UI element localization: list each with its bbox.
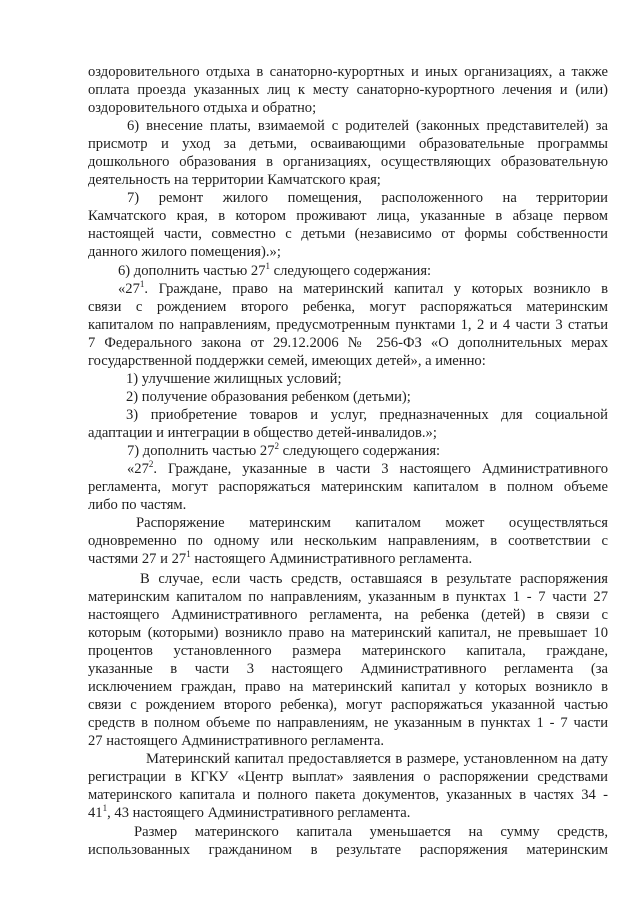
superscript: 1 [139,280,145,290]
text-run: 1) улучшение жилищных условий; [126,371,342,387]
text-run: капиталом по направлениям, предусмотренным пунктами 1, 2 и 4 части 3 статьи [88,317,608,333]
text-run: настоящего Административного регламента. [190,551,473,567]
text-run: Камчатского края, в котором проживают лица, указанные в абзаце первом [88,208,608,224]
text-run: 6) внесение платы, взимаемой с родителей (законных представителей) за [127,118,608,134]
text-run: регистрации в КГКУ «Центр выплат» заявления о распоряжении средствами [88,769,608,785]
text-run: Материнский капитал предоставляется в размере, установленном на дату [146,751,608,767]
text-run: оздоровительного отдыха в санаторно-курортных и иных организациях, а также [88,64,608,80]
text-line [127,189,608,207]
superscript: 1 [186,550,191,560]
text-run: 3) приобретение товаров и услуг, предназначенных для социальной [126,407,608,423]
text-line [88,696,608,714]
text-line [88,207,608,225]
text-run: адаптации и интеграции в общество детей-инвалидов.»; [88,425,437,441]
text-run: либо по частям. [88,497,187,513]
text-line [126,406,608,424]
text-line [146,750,608,768]
text-run: . Граждане, право на материнский капитал у которых возникло в [144,281,608,297]
text-run: частями 27 и 27 [88,551,187,567]
text-line [88,550,608,568]
text-line [88,153,608,171]
text-run: средств в полном объеме по направлениям, не указанным в пунктах 1 - 7 части [88,715,608,731]
text-run: оплата проезда указанных лиц к месту санаторно-курортного лечения и (или) [88,82,608,98]
text-run: , 43 настоящего Административного регламента. [107,805,411,821]
text-run: 41 [88,805,103,821]
text-run: связи с рождением второго ребенка, могут распоряжаться материнским [88,299,608,315]
text-line [88,424,608,442]
text-line [88,316,608,334]
text-run: присмотр и уход за детьми, осваивающими образовательные программы [88,136,608,152]
text-line [88,81,608,99]
superscript: 2 [274,442,279,452]
text-run: 6) дополнить частью 27 [118,263,266,279]
superscript: 1 [102,804,108,814]
text-run: 7) дополнить частью 27 [127,443,275,459]
text-run: регламента, могут распоряжаться материнским капиталом в полном объеме [88,479,608,495]
text-run: 7 Федерального закона от 29.12.2006 № 256-ФЗ «О дополнительных мерах [88,335,608,351]
text-run: оздоровительного отдыха и обратно; [88,100,317,116]
text-run: использованных гражданином в результате распоряжения материнским [88,842,608,858]
text-line [126,388,608,406]
superscript: 2 [148,460,154,470]
text-run: государственной поддержки семей, имеющих детей», а именно: [88,353,486,369]
text-line [136,514,608,532]
text-line [88,660,608,678]
text-run: настоящей части, совместно с детьми (независимо от формы собственности [88,226,608,242]
text-line [88,334,608,352]
text-line [88,243,608,261]
text-line [88,768,608,786]
text-run: связи с рождением второго ребенка), могут распоряжаться указанной частью [88,697,608,713]
text-line [127,442,608,460]
text-line [88,786,608,804]
text-run: 2) получение образования ребенком (детьми); [126,389,411,405]
text-run: следующего содержания: [270,263,432,279]
text-line [140,570,608,588]
text-run: данного жилого помещения).»; [88,244,281,260]
text-line [88,225,608,243]
text-run: дошкольного образования в организациях, осуществляющих образовательную [88,154,608,170]
text-line [88,135,608,153]
text-line [88,99,608,117]
text-line [88,532,608,550]
text-line [88,496,608,514]
text-run: . Граждане, указанные в части 3 настоящего Административного [153,461,608,477]
text-line [126,370,608,388]
text-run: материнского капитала и полного пакета документов, указанных в частях 34 - [88,787,608,803]
text-run: Распоряжение материнским капиталом может осуществляться [136,515,608,531]
text-line [88,171,608,189]
text-run: В случае, если часть средств, оставшаяся в результате распоряжения [140,571,608,587]
text-line [88,63,608,81]
text-line [88,804,608,822]
text-line [88,678,608,696]
text-line [127,460,608,478]
text-run: 7) ремонт жилого помещения, расположенного на территории [127,190,608,206]
text-run: исключением граждан, право на материнский капитал у которых возникло в [88,679,608,695]
text-line [88,298,608,316]
text-line [88,588,608,606]
text-line [88,624,608,642]
text-line [88,642,608,660]
text-line [88,732,608,750]
text-line [118,262,608,280]
text-run: материнским капиталом по направлениям, указанным в пунктах 1 - 7 части 27 [88,589,608,605]
superscript: 1 [265,262,270,272]
text-run: «27 [127,461,149,477]
text-run: следующего содержания: [279,443,441,459]
text-line [88,841,608,859]
text-run: которым (которыми) возникло право на материнский капитал, не превышает 10 [88,625,608,641]
text-run: настоящего Административного регламента, на ребенка (детей) в связи с [88,607,608,623]
text-line [88,714,608,732]
text-run: процентов установленного размера материнского капитала, граждане, [88,643,608,659]
text-run: деятельность на территории Камчатского края; [88,172,381,188]
text-line [118,280,608,298]
text-run: «27 [118,281,140,297]
text-run: 27 настоящего Административного регламента. [88,733,385,749]
text-line [88,352,608,370]
text-run: одновременно по одному или нескольким направлениям, в соответствии с [88,533,608,549]
text-run: Размер материнского капитала уменьшается на сумму средств, [134,824,608,840]
text-line [88,478,608,496]
text-line [88,606,608,624]
text-run: указанные в части 3 настоящего Административного регламента (за [88,661,608,677]
text-line [134,823,608,841]
text-line [127,117,608,135]
